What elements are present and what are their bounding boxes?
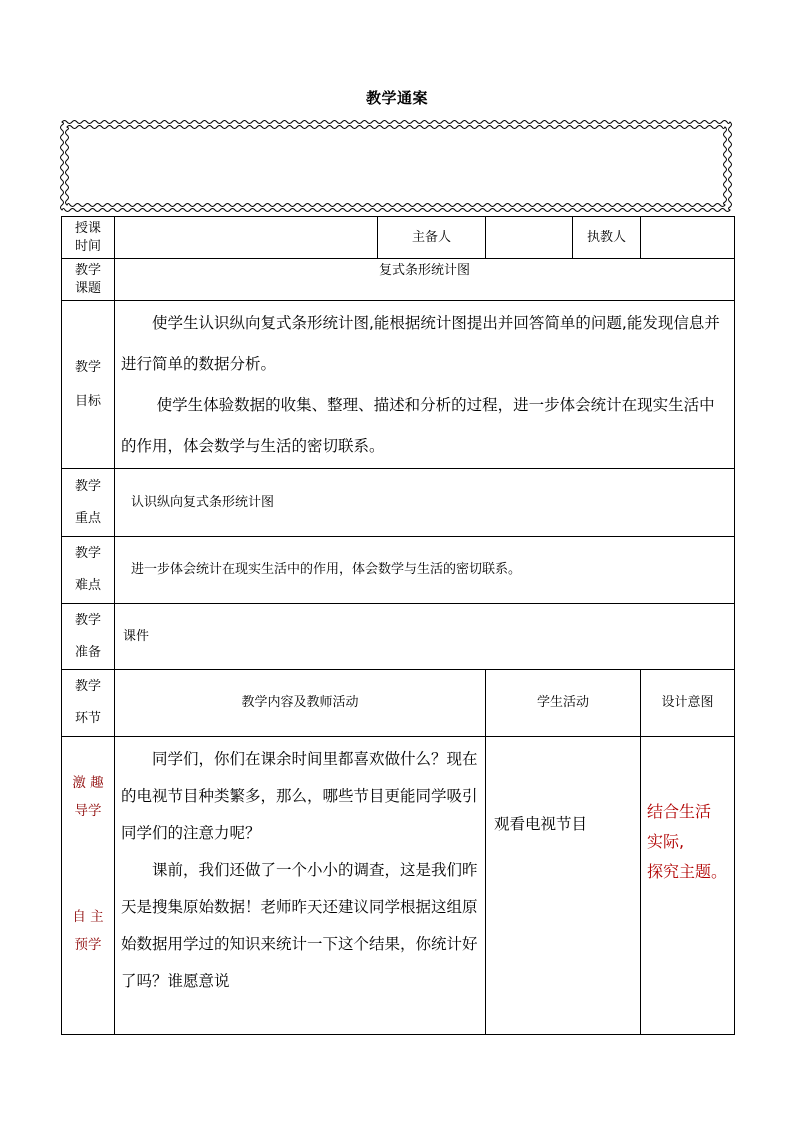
stage-header-label: 教学 环节	[62, 670, 115, 737]
difficulty-value: 进一步体会统计在现实生活中的作用，体会数学与生活的密切联系。	[115, 537, 735, 604]
objective-paragraph-1: 使学生认识纵向复式条形统计图,能根据统计图提出并回答简单的问题,能发现信息并进行简单的数据分析。	[121, 313, 720, 373]
objectives-row	[62, 301, 735, 469]
time-label: 授课 时间	[62, 217, 115, 259]
teaching-content-cell	[115, 737, 486, 1035]
content-header: 教学内容及教师活动	[115, 670, 486, 737]
design-intent-header: 设计意图	[641, 670, 735, 737]
objective-paragraph-2: 使学生体验数据的收集、整理、描述和分析的过程，进一步体会统计在现实生活中的作用，体会数学与生活的密切联系。	[121, 395, 715, 455]
time-value[interactable]	[115, 217, 378, 259]
difficulty-row	[62, 537, 735, 604]
objectives-label: 教学 目标	[62, 301, 115, 469]
teacher-value[interactable]	[641, 217, 735, 259]
preparation-value: 课件	[115, 604, 735, 670]
key-point-row	[62, 469, 735, 537]
topic-row	[62, 259, 735, 301]
difficulty-label: 教学 难点	[62, 537, 115, 604]
process-header-row	[62, 670, 735, 737]
decorative-banner-frame	[58, 118, 734, 214]
header-info-row	[62, 217, 735, 259]
topic-value: 复式条形统计图	[115, 259, 735, 301]
student-activity-text: 观看电视节目	[494, 815, 588, 833]
preparation-label: 教学 准备	[62, 604, 115, 670]
teaching-content-paragraph-2: 课前，我们还做了一个小小的调查，这是我们昨天是搜集原始数据！老师昨天还建议同学根据这组原始数据用学过的知识来统计一下这个结果，你统计好了吗？谁愿意说	[121, 861, 478, 990]
wavy-border-frame	[58, 118, 734, 214]
key-point-label: 教学 重点	[62, 469, 115, 537]
lead-label: 主备人	[378, 217, 486, 259]
stage-cell	[62, 737, 115, 1035]
page-title: 教学通案	[365, 89, 428, 107]
student-activity-header: 学生活动	[486, 670, 641, 737]
design-intent-cell	[641, 737, 735, 1035]
objectives-cell	[115, 301, 735, 469]
design-intent-text: 结合生活 实际, 探究主题。	[647, 802, 728, 881]
topic-label: 教学 课题	[62, 259, 115, 301]
student-activity-cell	[486, 737, 641, 1035]
stage-intro: 激 趣 导学	[72, 775, 104, 819]
preparation-row	[62, 604, 735, 670]
teaching-content-paragraph-1: 同学们，你们在课余时间里都喜欢做什么？现在的电视节目种类繁多，那么，哪些节目更能同学吸引同学们的注意力呢？	[121, 750, 478, 842]
key-point-value: 认识纵向复式条形统计图	[115, 469, 735, 537]
process-row	[62, 737, 735, 1035]
stage-self-study: 自 主 预学	[72, 909, 104, 953]
teacher-label: 执教人	[573, 217, 641, 259]
lead-value[interactable]	[486, 217, 573, 259]
lesson-plan-table	[61, 216, 735, 1035]
